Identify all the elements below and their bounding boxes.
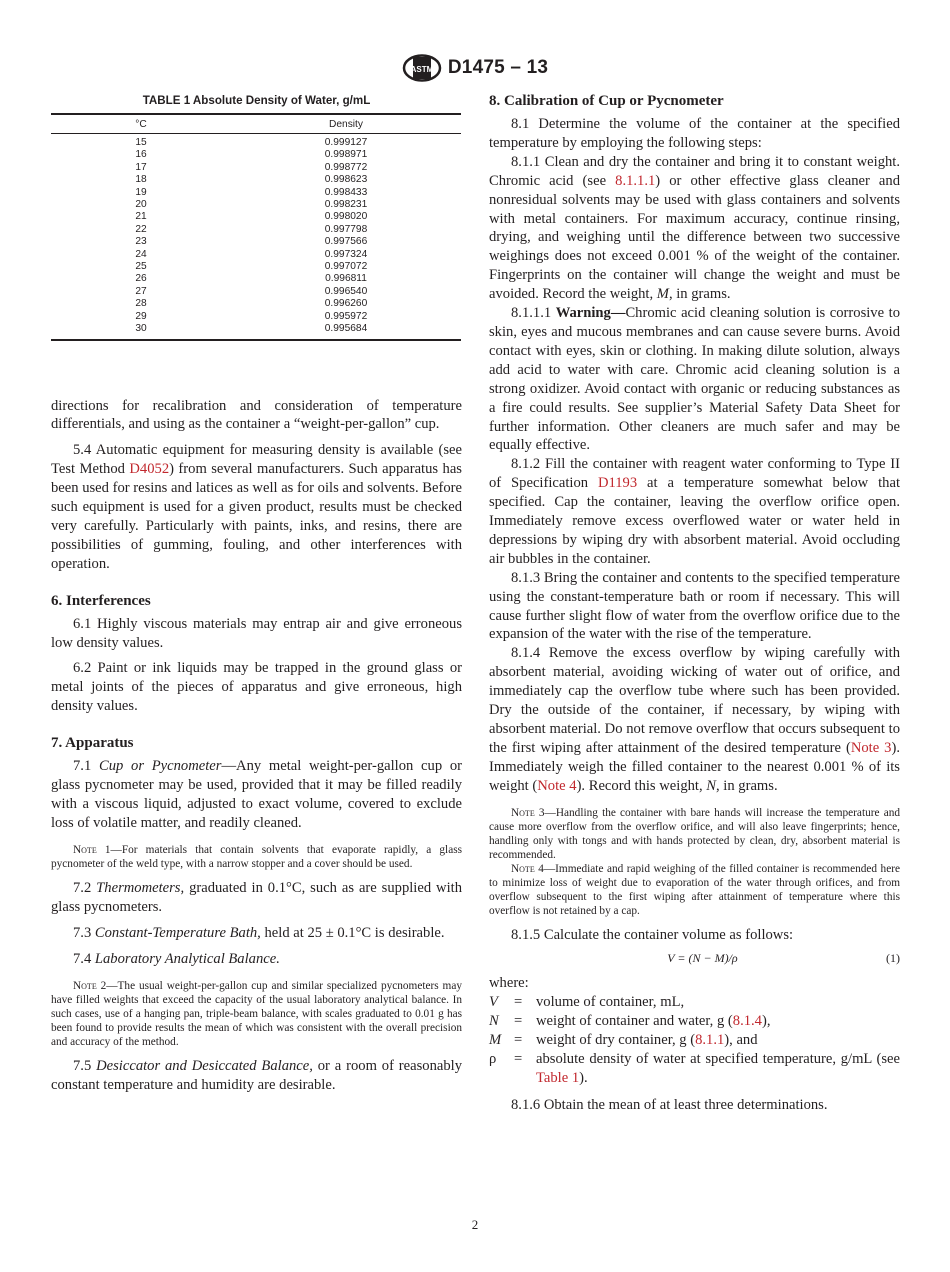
paragraph-6-2: 6.2 Paint or ink liquids may be trapped in the ground glass or metal joints of the pieces of apparatus and give erroneous, high density values. [51, 660, 462, 715]
temperature-cell: 18 [135, 174, 147, 186]
table-row [51, 199, 461, 211]
density-cell: 0.998231 [324, 199, 368, 211]
table-title: TABLE 1 Absolute Density of Water, g/mL [142, 94, 371, 107]
table-row [51, 286, 461, 298]
paragraph-6-1: 6.1 Highly viscous materials may entrap air and give erroneous low density values. [51, 615, 462, 651]
paragraph-7-1: 7.1 Cup or Pycnometer—Any metal weight-per-gallon cup or glass pycnometer may be used, provided that it may be filled readily with a viscous liquid, adjusted to exact volume, covered to exclude loss of volatile matter, and readily cleaned. [51, 758, 463, 831]
where-item-n: N = weight of container and water, g (8.1.4), [489, 1013, 771, 1030]
paragraph-8-1-1: 8.1.1 Clean and dry the container and bring it to constant weight. Chromic acid (see 8.1.1.1) or other effective glass cleaner and nonresidual solvents may be used with glass containers and solvents with metal containers. For maximum accuracy, continue rinsing, drying, and weighing until the difference between two successive weighings does not exceed 0.001 % of the weight of the container. Fingerprints on the container will change the weight and must be avoided. Record the weight, M, in grams. [489, 153, 900, 303]
column-header-temperature: °C [135, 119, 147, 130]
section-8-heading: 8. Calibration of Cup or Pycnometer [489, 93, 724, 109]
paragraph-7-4: 7.4 Laboratory Analytical Balance. [73, 950, 280, 967]
density-cell: 0.998623 [324, 174, 368, 186]
equation-number: (1) [886, 951, 900, 966]
density-cell: 0.998020 [324, 211, 368, 223]
equation-formula: V = (N − M)/ρ [667, 951, 738, 966]
density-cell: 0.998971 [324, 149, 368, 161]
link-note-3[interactable]: Note 3 [850, 739, 892, 756]
paragraph-8-1-4: 8.1.4 Remove the excess overflow by wiping carefully with absorbent material, avoiding wicking of water out of orifice, and immediately cap the overflow tube where such has been provided. Dry the outside of the container, if necessary, by wiping with absorbent material. Do not remove overflow that occurs subsequent to the first wiping after attainment of the desired temperature (Note 3). Immediately weigh the filled container to the nearest 0.001 % of its weight (Note 4). Record this weight, N, in grams. [489, 645, 900, 794]
svg-text:ASTM: ASTM [410, 65, 434, 74]
column-header-density: Density [329, 119, 363, 130]
astm-logo-icon [402, 54, 442, 82]
density-cell: 0.997798 [324, 223, 368, 235]
temperature-cell: 26 [135, 273, 147, 285]
density-cell: 0.996811 [325, 273, 367, 285]
paragraph-8-1-3: 8.1.3 Bring the container and contents to the specified temperature using the constant-temperature bath or room if necessary. This will cause further slight flow of water from the overflow orifice due to the expansion of the water with the rise of the temperature. [489, 569, 900, 643]
temperature-cell: 16 [135, 149, 147, 161]
density-cell: 0.996260 [324, 298, 368, 310]
note-1: Note 1—For materials that contain solvents that evaporate rapidly, a glass pycnometer of the weld type, with a narrow stopper and a cover should be used. [51, 843, 462, 870]
paragraph-7-5: 7.5 Desiccator and Desiccated Balance, or a room of reasonably constant temperature and humidity are desirable. [51, 1058, 462, 1093]
density-cell: 0.997324 [324, 248, 368, 260]
link-table-1[interactable]: Table 1 [536, 1069, 580, 1086]
paragraph-8-1: 8.1 Determine the volume of the container at the specified temperature by employing the following steps: [489, 116, 900, 151]
table-row [51, 273, 461, 285]
density-cell: 0.997566 [324, 236, 368, 248]
paragraph-8-1-5: 8.1.5 Calculate the container volume as follows: [511, 927, 794, 944]
density-cell: 0.997072 [324, 261, 368, 273]
document-id: D1475 – 13 [447, 57, 549, 78]
temperature-cell: 23 [135, 236, 147, 248]
density-cell: 0.996540 [324, 285, 368, 297]
paragraph-8-1-2: 8.1.2 Fill the container with reagent water conforming to Type II of Specification D1193 at a temperature somewhat below that specified. Cap the container, leaving the overflow orifice open. Immediately remove excess overflowed water or water held in depressions by wiping dry with absorbent material. Avoid occluding air bubbles in the container. [489, 456, 900, 567]
temperature-cell: 24 [135, 248, 147, 260]
table-header-row [51, 114, 461, 134]
table-row [51, 211, 461, 223]
where-item-m: M = weight of dry container, g (8.1.1), and [489, 1032, 758, 1048]
page-number: 2 [471, 1217, 479, 1232]
temperature-cell: 15 [135, 137, 147, 148]
table-row [51, 261, 461, 273]
temperature-cell: 29 [135, 310, 147, 322]
temperature-cell: 21 [135, 211, 147, 223]
table-row [51, 323, 461, 339]
link-note-4[interactable]: Note 4 [537, 777, 577, 794]
temperature-cell: 25 [135, 261, 147, 273]
continued-paragraph: directions for recalibration and consideration of temperature differentials, and using as the container a “weight-per-gallon” cup. [51, 397, 462, 433]
equation-1 [489, 951, 900, 966]
link-d4052[interactable]: D4052 [129, 461, 170, 478]
temperature-cell: 17 [135, 161, 147, 173]
right-column [489, 92, 900, 1115]
paragraph-7-2: 7.2 Thermometers, graduated in 0.1°C, such as are supplied with glass pycnometers. [51, 880, 463, 915]
table-row [51, 162, 461, 174]
table-row [51, 249, 461, 261]
table-row [51, 149, 461, 161]
note-2: Note 2—The usual weight-per-gallon cup and similar specialized pycnometers may have filled weights that exceed the capacity of the usual laboratory analytical balance. In such cases, use of a hanging pan, triple-beam balance, with scales graduated to 0.01 g has been found to provide results the mean of which was consistent with the overall precision and accuracy of the method. [51, 979, 462, 1048]
page-header [0, 54, 950, 87]
section-6-heading: 6. Interferences [51, 592, 151, 609]
temperature-cell: 27 [135, 285, 147, 297]
link-8-1-1[interactable]: 8.1.1 [695, 1032, 725, 1048]
paragraph-8-1-1-1: 8.1.1.1 Warning—Chromic acid cleaning solution is corrosive to skin, eyes and mucous membranes and can cause severe burns. Avoid contact with eyes, skin or clothing. In making dilute solution, always add acid to water with care. Chromic acid cleaning solution is a strong oxidizer. Avoid contact with organic or reducing substances as a fire could results. See supplier’s Material Safety Data Sheet for further information. Other cleaners are much safer and may be equally effective. [489, 305, 900, 454]
table-row [51, 236, 461, 248]
where-item-v: V = volume of container, mL, [489, 994, 685, 1011]
note-4: Note 4—Immediate and rapid weighing of the filled container is recommended here to minimize loss of weight due to evaporation of the water through orifices, and from overflow subsequent to the first wiping after attainment of temperature where this overflow is not retained by a cap. [489, 863, 900, 918]
density-table [51, 113, 461, 341]
temperature-cell: 19 [135, 186, 147, 198]
paragraph-7-3: 7.3 Constant-Temperature Bath, held at 25 ± 0.1°C is desirable. [73, 924, 445, 941]
density-cell: 0.995972 [324, 310, 368, 322]
where-list [489, 993, 900, 1088]
temperature-cell: 20 [135, 199, 147, 211]
paragraph-5-4: 5.4 Automatic equipment for measuring density is available (see Test Method D4052) from several manufacturers. Such apparatus has been used for resins and latices as well as for oils and solvents. Before such equipment is used for a given product, results must be checked very carefully. Particularly with paints, inks, and resins, there are possibilities of gumming, fouling, and other interferences with operation. [51, 442, 462, 572]
note-3: Note 3—Handling the container with bare hands will increase the temperature and cause more overflow from the overflow orifice, and will also leave fingerprints; hence, handling only with tongs and with hands protected by clean, dry, absorbent material is recommended. [489, 806, 901, 861]
temperature-cell: 22 [135, 223, 147, 235]
density-cell: 0.999127 [324, 137, 368, 148]
table-row [51, 174, 461, 186]
paragraph-8-1-6: 8.1.6 Obtain the mean of at least three determinations. [511, 1096, 828, 1113]
link-d1193[interactable]: D1193 [597, 475, 638, 492]
density-cell: 0.995684 [324, 323, 368, 335]
where-item-rho: ρ = absolute density of water at specified temperature, g/mL (see Table 1). [489, 1050, 900, 1086]
section-7-heading: 7. Apparatus [51, 735, 134, 752]
link-8-1-1-1[interactable]: 8.1.1.1 [615, 172, 656, 189]
temperature-cell: 30 [135, 323, 147, 335]
table-row [51, 134, 461, 150]
link-8-1-4[interactable]: 8.1.4 [732, 1013, 762, 1030]
left-column [51, 92, 462, 1095]
table-row [51, 311, 461, 323]
table-row [51, 224, 461, 236]
table-row [51, 298, 461, 310]
where-label: where: [489, 975, 529, 992]
table-row [51, 187, 461, 199]
density-cell: 0.998772 [324, 161, 368, 173]
temperature-cell: 28 [135, 298, 147, 310]
density-cell: 0.998433 [324, 186, 368, 198]
